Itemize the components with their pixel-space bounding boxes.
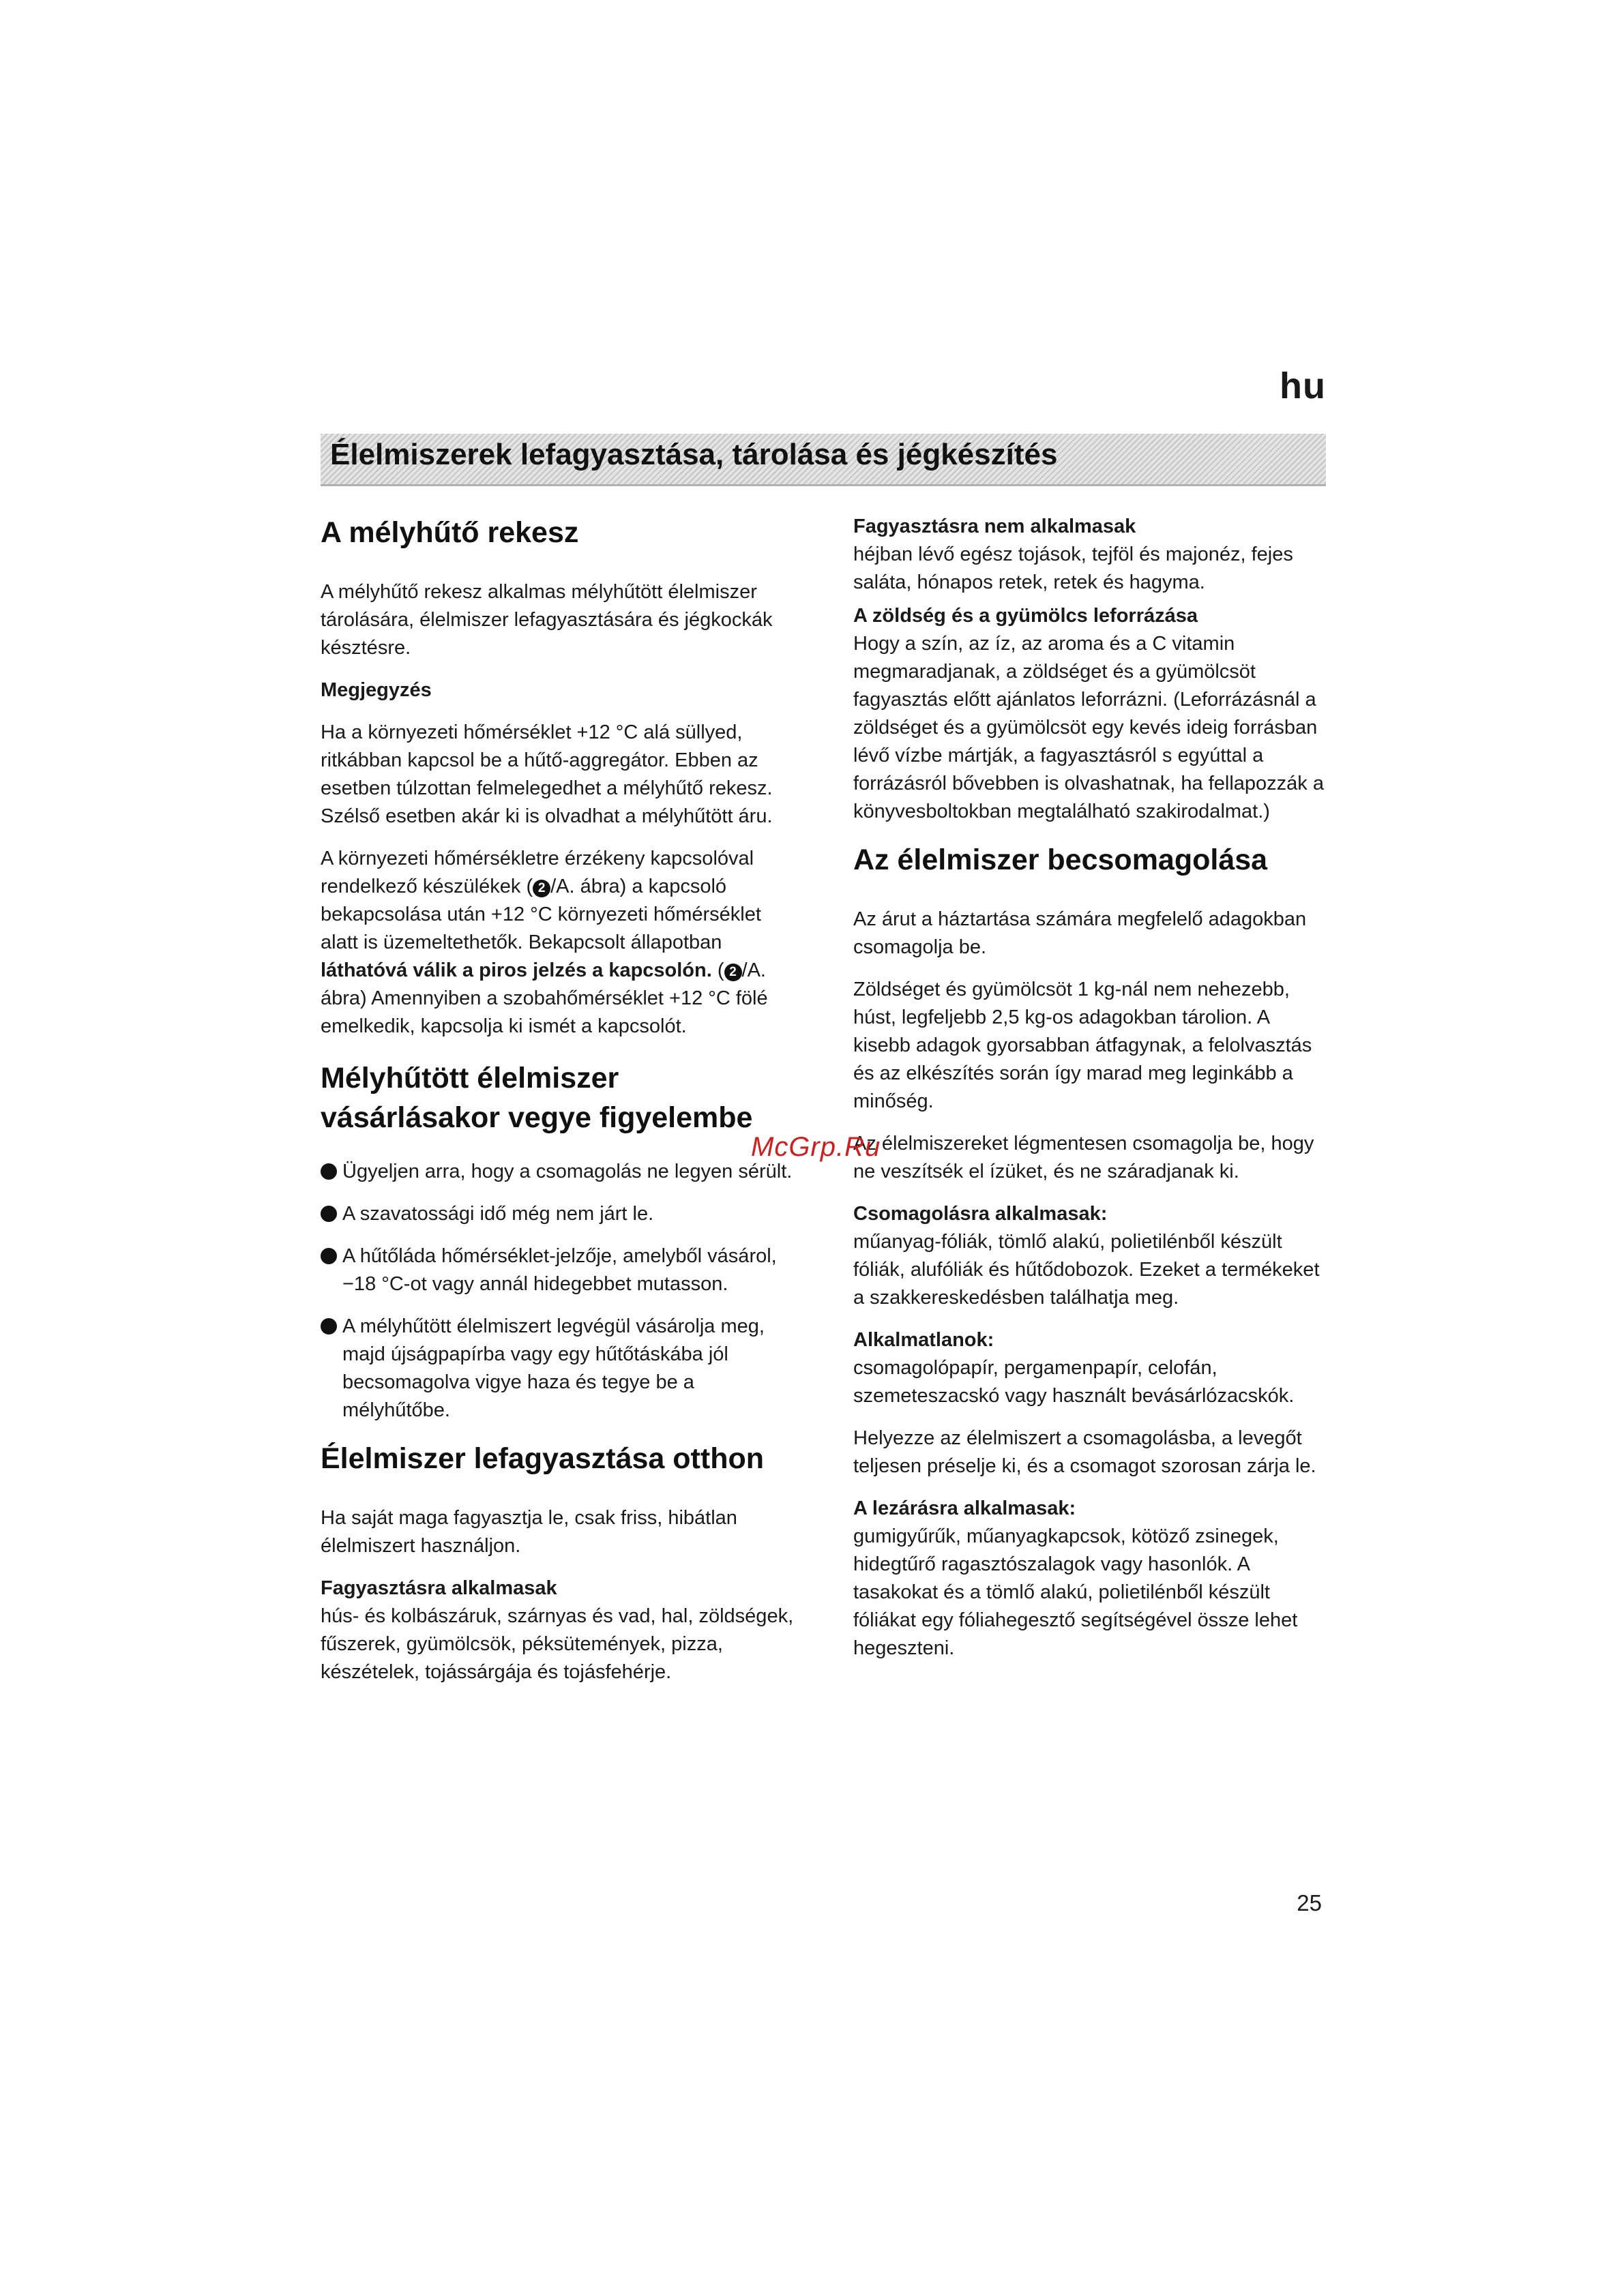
wrapping-title: Csomagolásra alkalmasak: — [853, 1203, 1108, 1225]
wrapping-text: műanyag-fóliák, tömlő alakú, polietilénből készült fóliák, alufóliák és hűtődobozok. Ezeket a termékeket a szakkereskedésben találhatja meg. — [853, 1231, 1320, 1309]
bullet-item: Ügyeljen arra, hogy a csomagolás ne legyen sérült. — [321, 1158, 798, 1186]
heading-home-freezing: Élelmiszer lefagyasztása otthon — [321, 1442, 764, 1475]
heading-buying: Mélyhűtött élelmiszer vásárlásakor vegye figyelembe — [321, 1062, 753, 1134]
bullet-icon — [321, 1318, 337, 1335]
unsuitable-text: héjban lévő egész tojások, tejföl és majonéz, fejes saláta, hónapos retek, retek és hagyma. — [853, 543, 1293, 593]
bullet-icon — [321, 1206, 337, 1222]
blanching-title: A zöldség és a gyümölcs leforrázása — [853, 605, 1198, 627]
figure-2-icon: 2 — [724, 964, 742, 981]
paragraph-place: Helyezze az élelmiszert a csomagolásba, a levegőt teljesen préselje ki, és a csomagot szorosan zárja le. — [853, 1427, 1316, 1477]
paragraph-freezer: A mélyhűtő rekesz alkalmas mélyhűtött élelmiszer tárolására, élelmiszer lefagyasztására és jégkockák késztésre. — [321, 581, 773, 659]
bullet-icon — [321, 1248, 337, 1264]
left-column — [321, 505, 798, 1701]
paragraph-home: Ha saját maga fagyasztja le, csak friss, hibátlan élelmiszert használjon. — [321, 1507, 737, 1557]
heading-freezer: A mélyhűtő rekesz — [321, 516, 579, 549]
language-code: hu — [1280, 366, 1326, 406]
paragraph-pack-3: Az élelmiszereket légmentesen csomagolja be, hogy ne veszítsék el ízüket, és ne száradjanak ki. — [853, 1133, 1314, 1182]
sealing-title: A lezárásra alkalmasak: — [853, 1497, 1076, 1519]
paragraph-switch: A környezeti hőmérsékletre érzékeny kapcsolóval rendelkező készülékek ( 2 /A. ábra) a kapcsoló bekapcsolása után +12 °C környezeti hőmérséklet alatt is üzemeltethetők. Bekapcsolt állapotban láthatóvá válik a piros jelzés a kapcsolón. ( 2 /A. ábra) Amennyiben a szobahőmérséklet +12 °C fölé emelkedik, kapcsolja ki ismét a kapcsolót. — [321, 848, 768, 1037]
unfit-text: csomagolópapír, pergamenpapír, celofán, szemeteszacskó vagy használt bevásárlózacskók. — [853, 1357, 1295, 1407]
page-number: 25 — [1297, 1890, 1322, 1915]
paragraph-note: Ha a környezeti hőmérséklet +12 °C alá süllyed, ritkábban kapcsol be a hűtő-aggregátor. Ebben az esetben túlzottan felmelegedhet a mélyhűtő rekesz. Szélső esetben akár ki is olvadhat a mélyhűtött áru. — [321, 721, 773, 827]
sealing-text: gumigyűrűk, műanyagkapcsok, kötöző zsinegek, hidegtűrő ragasztószalagok vagy hasonlók. A tasakokat és a tömlő alakú, polietilénből készült fóliákat egy fóliahegesztő segítségével össze lehet hegeszteni. — [853, 1525, 1298, 1659]
watermark: McGrp.Ru — [751, 1132, 881, 1162]
unsuitable-title: Fagyasztásra nem alkalmasak — [853, 516, 1136, 537]
blanching-text: Hogy a szín, az íz, az aroma és a C vitamin megmaradjanak, a zöldséget és a gyümölcsöt fagyasztás előtt ajánlatos leforrázni. (Leforrázásnál a zöldséget és a gyümölcsöt egy kevés ideig forrásban lévő vízbe mártják, a fagyasztásról s egyúttal a forrázásról bővebben is olvashatnak, ha fellapozzák a könyvesboltokban megtalálható szakirodalmat.) — [853, 633, 1324, 822]
paragraph-pack-2: Zöldséget és gyümölcsöt 1 kg-nál nem nehezebb, húst, legfeljebb 2,5 kg-os adagokban tárolion. A kisebb adagok gyorsabban átfagynak, a felolvasztás és az elkészítés során így marad meg leginkább a minőség. — [853, 979, 1312, 1112]
suitable-text: hús- és kolbászáruk, szárnyas és vad, hal, zöldségek, fűszerek, gyümölcsök, péksütemények, pizza, készételek, tojássárgája és tojásfehérje. — [321, 1605, 794, 1683]
bullet-item: A hűtőláda hőmérséklet-jelzője, amelyből vásárol, −18 °C-ot vagy annál hidegebbet mutasson. — [321, 1242, 798, 1298]
bullet-item: A szavatossági idő még nem járt le. — [321, 1200, 798, 1228]
section-banner — [321, 434, 1326, 486]
suitable-title: Fagyasztásra alkalmasak — [321, 1577, 557, 1599]
unfit-title: Alkalmatlanok: — [853, 1329, 994, 1351]
note-title: Megjegyzés — [321, 679, 432, 701]
paragraph-pack-1: Az árut a háztartása számára megfelelő adagokban csomagolja be. — [853, 908, 1307, 958]
page-title: Élelmiszerek lefagyasztása, tárolása és jégkészítés — [330, 438, 1058, 471]
heading-packing: Az élelmiszer becsomagolása — [853, 844, 1268, 876]
right-column — [853, 513, 1331, 1677]
figure-2-icon: 2 — [533, 880, 550, 897]
bullet-item: A mélyhűtött élelmiszert legvégül vásárolja meg, majd újságpapírba vagy egy hűtőtáskába jól becsomagolva vigye haza és tegye be a mélyhűtőbe. — [321, 1313, 798, 1425]
bullet-icon — [321, 1163, 337, 1180]
